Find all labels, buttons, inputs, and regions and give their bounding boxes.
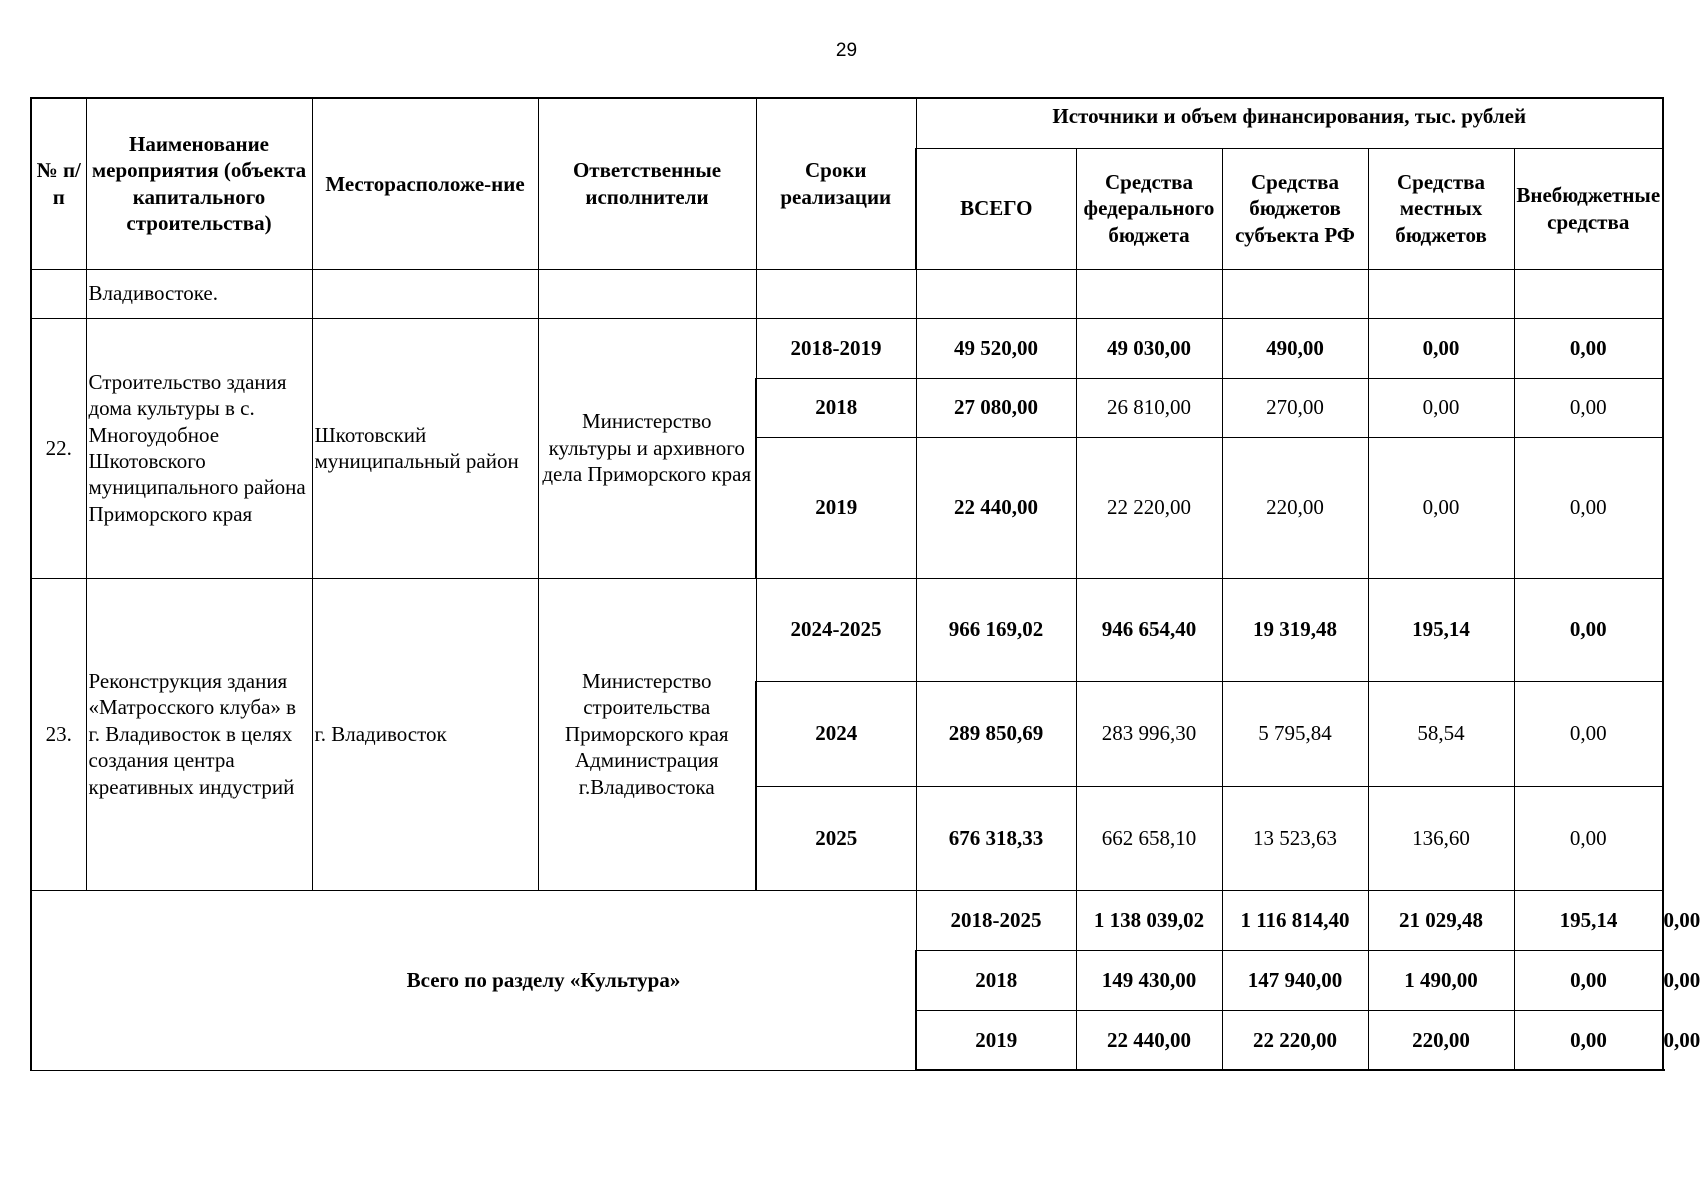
header-extrabudget: Внебюджетные средства bbox=[1514, 148, 1663, 269]
extra-cell: 0,00 bbox=[1514, 578, 1663, 681]
local-cell: 0,00 bbox=[1368, 378, 1514, 437]
local-cell: 58,54 bbox=[1368, 681, 1514, 786]
extra-cell: 0,00 bbox=[1514, 437, 1663, 578]
period-cell: 2024 bbox=[756, 681, 916, 786]
summary-period-cell: 2018 bbox=[916, 950, 1076, 1010]
extra-cell: 0,00 bbox=[1514, 681, 1663, 786]
federal-cell: 946 654,40 bbox=[1076, 578, 1222, 681]
federal-cell: 22 220,00 bbox=[1076, 437, 1222, 578]
header-responsible: Ответственные исполнители bbox=[538, 98, 756, 269]
summary-regional-cell: 1 490,00 bbox=[1368, 950, 1514, 1010]
regional-cell: 13 523,63 bbox=[1222, 786, 1368, 890]
summary-period-cell: 2018-2025 bbox=[916, 890, 1076, 950]
continuation-row bbox=[31, 269, 1663, 318]
header-local: Средства местных бюджетов bbox=[1368, 148, 1514, 269]
item-location: Шкотовский муниципальный район bbox=[312, 318, 538, 578]
period-cell: 2018-2019 bbox=[756, 318, 916, 378]
period-cell: 2025 bbox=[756, 786, 916, 890]
header-federal: Средства федерального бюджета bbox=[1076, 148, 1222, 269]
item-responsible: Министерство строительства Приморского края Администрация г.Владивостока bbox=[538, 578, 756, 890]
header-regional: Средства бюджетов субъекта РФ bbox=[1222, 148, 1368, 269]
regional-cell: 19 319,48 bbox=[1222, 578, 1368, 681]
total-cell: 966 169,02 bbox=[916, 578, 1076, 681]
item-name: Строительство здания дома культуры в с. Многоудобное Шкотовского муниципального района Приморского края bbox=[86, 318, 312, 578]
summary-total-cell: 149 430,00 bbox=[1076, 950, 1222, 1010]
regional-cell: 490,00 bbox=[1222, 318, 1368, 378]
extra-cell: 0,00 bbox=[1514, 318, 1663, 378]
federal-cell: 26 810,00 bbox=[1076, 378, 1222, 437]
item-name: Реконструкция здания «Матросского клуба» в г. Владивосток в целях создания центра креативных индустрий bbox=[86, 578, 312, 890]
extra-cell: 0,00 bbox=[1514, 786, 1663, 890]
header-num: № п/п bbox=[31, 98, 86, 269]
local-cell: 195,14 bbox=[1368, 578, 1514, 681]
table-row bbox=[31, 318, 1663, 378]
summary-row: Всего по разделу «Культура» 2018-2025 1 138 039,02 1 116 814,40 21 029,48 195,14 0,00 bbox=[31, 890, 1663, 950]
continuation-name: Владивостоке. bbox=[86, 269, 312, 318]
regional-cell: 220,00 bbox=[1222, 437, 1368, 578]
item-location: г. Владивосток bbox=[312, 578, 538, 890]
total-cell: 27 080,00 bbox=[916, 378, 1076, 437]
header-name: Наименование мероприятия (объекта капитального строительства) bbox=[86, 98, 312, 269]
total-cell: 49 520,00 bbox=[916, 318, 1076, 378]
summary-regional-cell: 220,00 bbox=[1368, 1010, 1514, 1070]
header-total: ВСЕГО bbox=[916, 148, 1076, 269]
summary-row: 2019 22 440,00 22 220,00 220,00 0,00 0,00 bbox=[31, 1010, 1663, 1070]
header-location: Месторасположе-ние bbox=[312, 98, 538, 269]
summary-row: 2018 149 430,00 147 940,00 1 490,00 0,00 0,00 bbox=[31, 950, 1663, 1010]
local-cell: 0,00 bbox=[1368, 318, 1514, 378]
summary-regional-cell: 21 029,48 bbox=[1368, 890, 1514, 950]
financing-table bbox=[30, 97, 1700, 1071]
item-num: 23. bbox=[31, 578, 86, 890]
summary-federal-cell: 22 220,00 bbox=[1222, 1010, 1368, 1070]
summary-local-cell: 195,14 bbox=[1514, 890, 1663, 950]
summary-total-cell: 1 138 039,02 bbox=[1076, 890, 1222, 950]
summary-local-cell: 0,00 bbox=[1514, 950, 1663, 1010]
item-num: 22. bbox=[31, 318, 86, 578]
summary-period-cell: 2019 bbox=[916, 1010, 1076, 1070]
federal-cell: 283 996,30 bbox=[1076, 681, 1222, 786]
total-cell: 676 318,33 bbox=[916, 786, 1076, 890]
header-funding-group: Источники и объем финансирования, тыс. рублей bbox=[916, 98, 1663, 148]
period-cell: 2019 bbox=[756, 437, 916, 578]
local-cell: 136,60 bbox=[1368, 786, 1514, 890]
page-number: 29 bbox=[835, 40, 858, 61]
summary-federal-cell: 1 116 814,40 bbox=[1222, 890, 1368, 950]
item-responsible: Министерство культуры и архивного дела Приморского края bbox=[538, 318, 756, 578]
total-cell: 289 850,69 bbox=[916, 681, 1076, 786]
summary-local-cell: 0,00 bbox=[1514, 1010, 1663, 1070]
summary-label: Всего по разделу «Культура» bbox=[31, 890, 916, 1070]
federal-cell: 662 658,10 bbox=[1076, 786, 1222, 890]
table-row bbox=[31, 578, 1663, 681]
total-cell: 22 440,00 bbox=[916, 437, 1076, 578]
period-cell: 2024-2025 bbox=[756, 578, 916, 681]
period-cell: 2018 bbox=[756, 378, 916, 437]
regional-cell: 270,00 bbox=[1222, 378, 1368, 437]
summary-federal-cell: 147 940,00 bbox=[1222, 950, 1368, 1010]
header-period: Сроки реализации bbox=[756, 98, 916, 269]
summary-total-cell: 22 440,00 bbox=[1076, 1010, 1222, 1070]
local-cell: 0,00 bbox=[1368, 437, 1514, 578]
regional-cell: 5 795,84 bbox=[1222, 681, 1368, 786]
federal-cell: 49 030,00 bbox=[1076, 318, 1222, 378]
extra-cell: 0,00 bbox=[1514, 378, 1663, 437]
